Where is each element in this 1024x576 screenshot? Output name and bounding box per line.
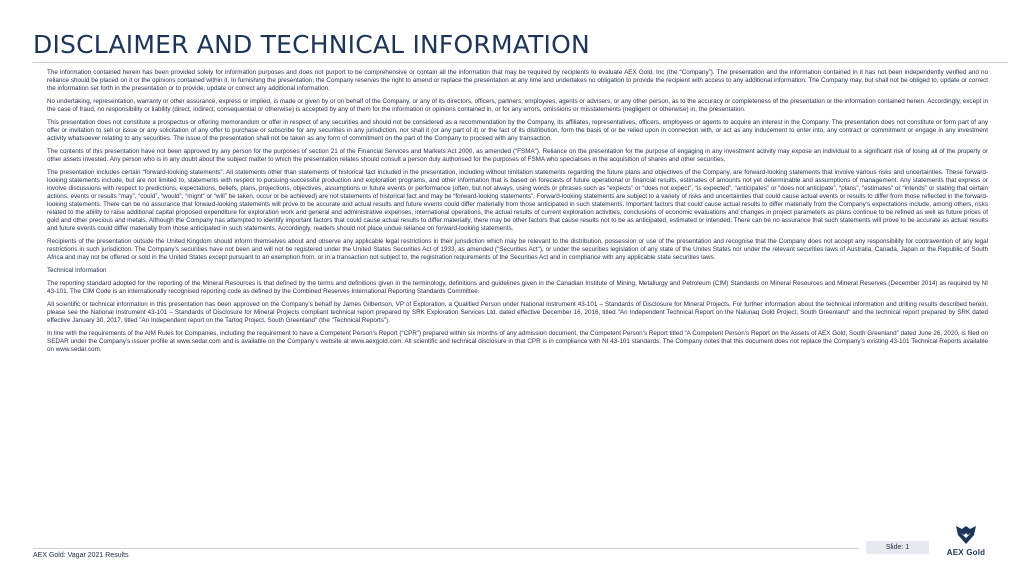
disclaimer-paragraph: Recipients of the presentation outside the United Kingdom should inform themselves about and observe any applicable legal restrictions in their jurisdiction which may be relevant to the distribution, possession or use of the presentation and recognise that the Company does not accept any responsibility for contravention of any legal restrictions in such jurisdiction. The Company’s securities have not been and will not be registered under the United States Securities Act of 1933, as amended ("Securities Act"), or under the securities legislation of any state of the Unites States nor under the relevant securities laws of Australia, Canada, Japan or the Republic of South Africa and may not be offered or sold in the United States except pursuant to an exemption from, or in a transaction not subject to, the registration requirements of the Securities Act and in compliance with any applicable state securities laws. [47, 238, 988, 262]
technical-paragraph: All scientific or technical information in this presentation has been approved on the Company’s behalf by James Gilbertson, VP of Exploration, a Qualified Person under National Instrument 43-101 – Standards of Disclosure for Mineral Projects. For further information about the technical information and drilling results described herein, please see the National Instrument 43-101 – Standards of Disclosure for Mineral Projects compliant technical report prepared by SRK Exploration Services Ltd. dated effective December 16, 2016, titled "An Independent Technical Report on the Nalunaq Gold Project, South Greenland" and the technical report prepared by SRK dated effective January 30, 2017, titled "An Independent report on the Tartoq Project, South Greenland" (the "Technical Reports"). [47, 300, 988, 324]
footer-caption: AEX Gold: Vagar 2021 Results [33, 552, 129, 559]
disclaimer-paragraph: This presentation does not constitute a prospectus or offering memorandum or offer in respect of any securities and should not be considered as a recommendation by the Company, its affiliates, representatives, officers, employees or agents to acquire an interest in the Company. The presentation does not constitute or form part of any offer or invitation to sell or issue or any solicitation of any offer to purchase or subscribe for any securities in any jurisdiction, nor shall it (or any part of it) or the fact of its distribution, form the basis of or be relied upon in connection with, or act as any inducement to enter into, any contract or commitment or engage in any investment activity whatsoever relating to any securities. The issue of the presentation shall not be taken as any form of commitment on the part of the Company to proceed with any transaction. [47, 118, 988, 143]
technical-paragraph: The reporting standard adopted for the reporting of the Mineral Resources is that defined by the terms and definitions given in the terminology, definitions and guidelines given in the Canadian Institute of Mining, Metallurgy and Petroleum (CIM) Standards on Mineral Resources and Mineral Reserves (December 2014) as required by NI 43-101. The CIM Code is an internationally recognised reporting code as defined by the Combined Reserves International Reporting Standards Committee. [47, 279, 988, 295]
disclaimer-paragraph: The contents of this presentation have not been approved by any person for the purposes of section 21 of the Financial Services and Markets Act 2000, as amended (“FSMA”). Reliance on the presentation for the purpose of engaging in any investment activity may expose an individual to a significant risk of losing all of the property or other assets invested. Any person who is in any doubt about the subject matter to which the presentation relates should consult a person duly authorised for the purposes of FSMA who specialises in the acquisition of shares and other securities. [47, 147, 988, 163]
disclaimer-body [47, 69, 988, 359]
disclaimer-paragraph: The presentation includes certain “forward-looking statements”. All statements other than statements of historical fact included in the presentation, including without limitation statements regarding the future plans and objectives of the Company, are forward-looking statements that involve various risks and uncertainties. These forward-looking statements include, but are not limited to, statements with respect to pursuing successful production and exploration programs, and other information that is based on forecasts of future operational or financial results, estimates of amounts not yet determinable and assumptions of management. Any statements that express or involve discussions with respect to predictions, expectations, beliefs, plans, projections, objectives, assumptions or future events or performance (often, but not always, using words or phrases such as “expects” or “does not expect”, “is expected”, “anticipates” or “does not anticipate”, “plans”, “estimates” or “intends” or stating that certain actions, events or results “may”, “could”, “would”, “might” or “will” be taken, occur or be achieved) are not statements of historical fact and may be “forward-looking statements”. Forward-looking statements are subject to a variety of risks and uncertainties that could cause actual events or results to differ from those reflected in the forward-looking statements. There can be no assurance that forward-looking statements will prove to be accurate and actual results and future events could differ materially from those anticipated in such statements. Important factors that could cause actual results to differ materially from the Company’s expectations include, among others, risks related to the ability to raise additional capital proposed expenditure for exploration work and general and administrative expenses, international operations, the actual results of current exploration activities, conclusions of economic evaluations and changes in project parameters as plans continue to be refined as well as future prices of gold and other precious and metals. Although the Company has attempted to identify important factors that could cause actual results to differ materially, there may be other factors that cause results not to be as anticipated, estimated or intended. There can be no assurance that such statements will prove to be accurate as actual results and future events could differ materially from those anticipated in such statements. Accordingly, readers should not place undue reliance on forward-looking statements. [47, 168, 988, 233]
disclaimer-paragraph: No undertaking, representation, warranty or other assurance, express or implied, is made or given by or on behalf of the Company, or any of its directors, officers, partners, employees, agents or advisers, or any other person, as to the accuracy or completeness of the presentation or the information contained herein. Accordingly, except in the case of fraud, no responsibility or liability (direct, indirect, consequential or otherwise) is accepted by any of them for the information or opinions contained in, or for any errors, omissions or misstatements (negligent or otherwise) in, the presentation. [47, 97, 988, 114]
footer-divider [33, 548, 859, 549]
title-divider [33, 62, 1008, 63]
technical-heading: Technical Information [47, 267, 107, 275]
company-logo [944, 523, 988, 563]
aex-fox-logo-icon [954, 523, 978, 547]
logo-wordmark: AEX Gold [946, 548, 986, 557]
technical-paragraph: In line with the requirements of the AIM Rules for Companies, including the requirement to have a Competent Person’s Report (“CPR”) prepared within six months of any admission document, the Competent Person’s Report titled “A Competent Person’s Report on the Assets of AEX Gold, South Greenland” dated June 26, 2020, is filed on SEDAR under the Company’s issuer profile at www.sedar.com and is available on the Company’s website at www.aexgold.com. All scientific and technical disclosure in that CPR is in compliance with NI 43-101 standards. The Company notes that this document does not replace the Company’s existing 43-101 Technical Reports available on www.sedar.com. [47, 329, 988, 353]
disclaimer-paragraph: The information contained herein has been provided solely for information purposes and does not purport to be comprehensive or contain all the information that may be required by recipients to evaluate AEX Gold, Inc (the “Company”). The presentation and the information contained in it has not been independently verified and no reliance should be placed on it or the opinions contained within it. In furnishing the presentation, the Company reserves the right to amend or replace the presentation at any time and undertakes no obligation to provide the recipient with access to any additional information. The Company may, but shall not be obliged to, update or correct the information set forth in the presentation or to provide, update or correct any additional information. [47, 69, 988, 93]
slide-number-badge: Slide: 1 [866, 541, 929, 554]
page-title: DISCLAIMER AND TECHNICAL INFORMATION [33, 30, 590, 59]
